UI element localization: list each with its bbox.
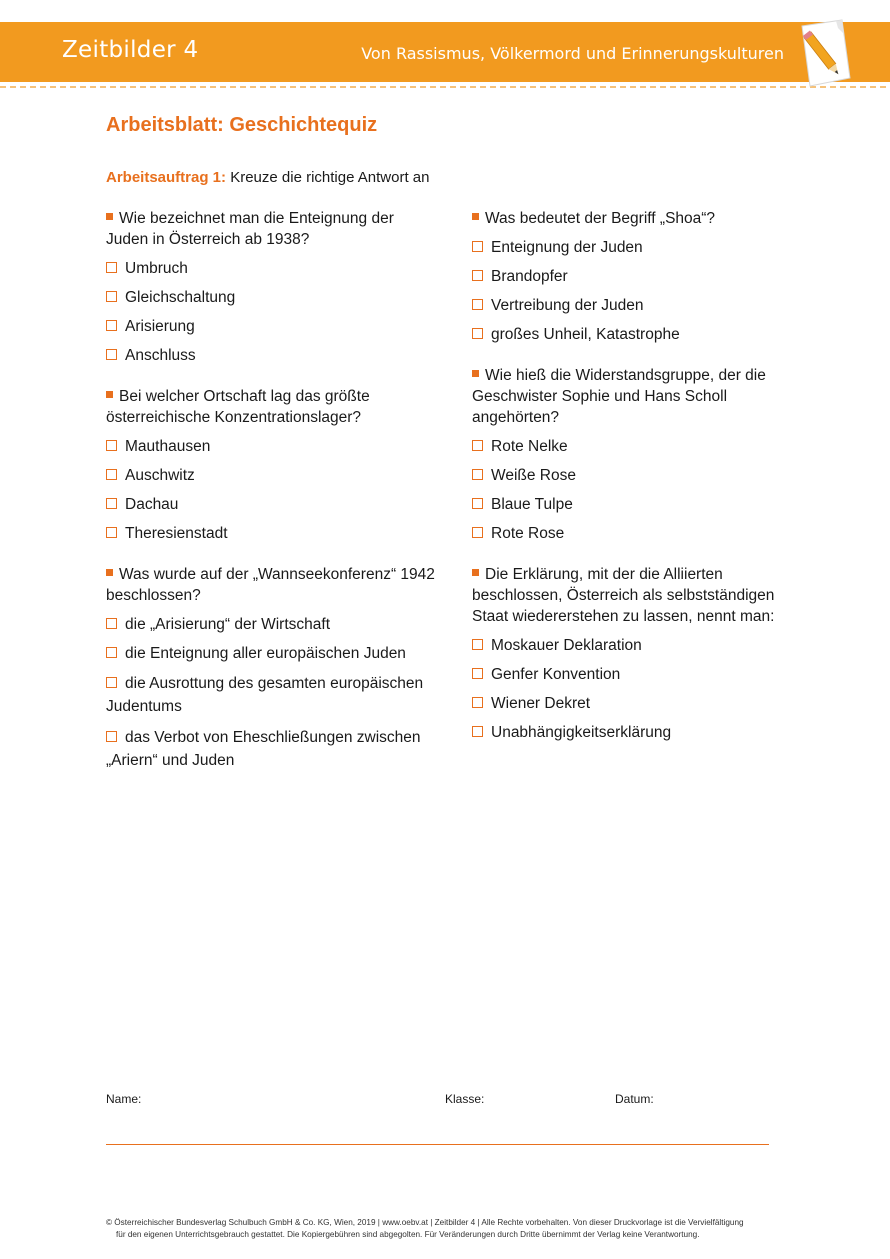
footer-line-1: © Österreichischer Bundesverlag Schulbuch GmbH & Co. KG, Wien, 2019 | www.oebv.at | Zeitbilder 4 | Alle Rechte vorbehalten. Von dieser Druckvorlage ist die Vervielfältigung (106, 1218, 744, 1227)
checkbox-icon[interactable] (472, 639, 483, 650)
checkbox-icon[interactable] (472, 299, 483, 310)
checkbox-icon[interactable] (472, 726, 483, 737)
checkbox-icon[interactable] (472, 527, 483, 538)
checkbox-icon[interactable] (106, 291, 117, 302)
answer-option[interactable]: Brandopfer (472, 266, 792, 287)
checkbox-icon[interactable] (106, 262, 117, 273)
checkbox-icon[interactable] (106, 349, 117, 360)
checkbox-icon[interactable] (106, 498, 117, 509)
question-block (472, 564, 792, 743)
left-column (106, 208, 436, 792)
question-block (472, 365, 792, 544)
question-block (106, 564, 436, 772)
question-text: Was bedeutet der Begriff „Shoa“? (472, 208, 792, 229)
answer-option[interactable]: Auschwitz (106, 465, 436, 486)
date-label: Datum: (615, 1092, 654, 1106)
question-text: Wie hieß die Widerstandsgruppe, der die Geschwister Sophie und Hans Scholl angehörten? (472, 367, 766, 426)
checkbox-icon[interactable] (106, 320, 117, 331)
bullet-icon (472, 213, 479, 220)
answer-option[interactable]: Rote Rose (472, 523, 792, 544)
question-text: Wie bezeichnet man die Enteignung der Juden in Österreich ab 1938? (106, 210, 394, 248)
footer-line-2: für den eigenen Unterrichtsgebrauch gestattet. Die Kopiergebühren sind abgegolten. Für Veränderungen durch Dritte übernimmt der Verlag keine Verantwortung. (116, 1230, 700, 1239)
answer-option[interactable]: Anschluss (106, 345, 436, 366)
bullet-icon (472, 370, 479, 377)
checkbox-icon[interactable] (106, 731, 117, 742)
copyright-footer (106, 1217, 786, 1241)
answer-option[interactable]: Enteignung der Juden (472, 237, 792, 258)
answer-option[interactable]: die Enteignung aller europäischen Juden (106, 643, 436, 664)
answer-option[interactable]: Vertreibung der Juden (472, 295, 792, 316)
brand-title: Zeitbilder 4 (62, 37, 199, 63)
answer-option[interactable]: Unabhängigkeitserklärung (472, 722, 792, 743)
header-subtitle: Von Rassismus, Völkermord und Erinnerungskulturen (361, 44, 784, 63)
bullet-icon (472, 569, 479, 576)
checkbox-icon[interactable] (472, 469, 483, 480)
checkbox-icon[interactable] (106, 677, 117, 688)
question-text: Bei welcher Ortschaft lag das größte österreichische Konzentrationslager? (106, 388, 370, 426)
answer-option[interactable]: Wiener Dekret (472, 693, 792, 714)
answer-option[interactable]: das Verbot von Eheschließungen zwischen „Ariern“ und Juden (106, 729, 421, 769)
question-block (472, 208, 792, 345)
checkbox-icon[interactable] (106, 527, 117, 538)
answer-option[interactable]: Gleichschaltung (106, 287, 436, 308)
checkbox-icon[interactable] (106, 440, 117, 451)
question-block (106, 208, 436, 366)
answer-option[interactable]: Weiße Rose (472, 465, 792, 486)
question-text: Was wurde auf der „Wannseekonferenz“ 1942 beschlossen? (106, 566, 435, 604)
answer-option[interactable]: Mauthausen (106, 436, 436, 457)
question-text: Die Erklärung, mit der die Alliierten beschlossen, Österreich als selbstständigen Staat wiedererstehen zu lassen, nennt man: (472, 566, 775, 625)
checkbox-icon[interactable] (472, 498, 483, 509)
answer-option[interactable]: die Ausrottung des gesamten europäischen Judentums (106, 675, 424, 715)
checkbox-icon[interactable] (106, 618, 117, 629)
checkbox-icon[interactable] (472, 668, 483, 679)
name-label: Name: (106, 1092, 142, 1106)
checkbox-icon[interactable] (472, 440, 483, 451)
bullet-icon (106, 213, 113, 220)
checkbox-icon[interactable] (106, 469, 117, 480)
page-title: Arbeitsblatt: Geschichtequiz (106, 114, 378, 136)
answer-option[interactable]: Moskauer Deklaration (472, 635, 792, 656)
checkbox-icon[interactable] (472, 697, 483, 708)
bullet-icon (106, 391, 113, 398)
answer-option[interactable]: Rote Nelke (472, 436, 792, 457)
task-label: Arbeitsauftrag 1: (106, 169, 227, 186)
answer-option[interactable]: Arisierung (106, 316, 436, 337)
answer-option[interactable]: Umbruch (106, 258, 436, 279)
paper-pencil-icon (796, 16, 856, 92)
answer-option[interactable]: Dachau (106, 494, 436, 515)
checkbox-icon[interactable] (472, 241, 483, 252)
checkbox-icon[interactable] (472, 270, 483, 281)
checkbox-icon[interactable] (106, 647, 117, 658)
task-instruction (106, 169, 429, 186)
answer-option[interactable]: Genfer Konvention (472, 664, 792, 685)
bullet-icon (106, 569, 113, 576)
task-text: Kreuze die richtige Antwort an (230, 169, 430, 186)
answer-option[interactable]: die „Arisierung“ der Wirtschaft (106, 614, 436, 635)
answer-option[interactable]: Blaue Tulpe (472, 494, 792, 515)
answer-option[interactable]: Theresienstadt (106, 523, 436, 544)
right-column (472, 208, 792, 763)
signature-line[interactable] (106, 1144, 769, 1145)
checkbox-icon[interactable] (472, 328, 483, 339)
class-label: Klasse: (445, 1092, 485, 1106)
answer-option[interactable]: großes Unheil, Katastrophe (472, 324, 792, 345)
question-block (106, 386, 436, 544)
